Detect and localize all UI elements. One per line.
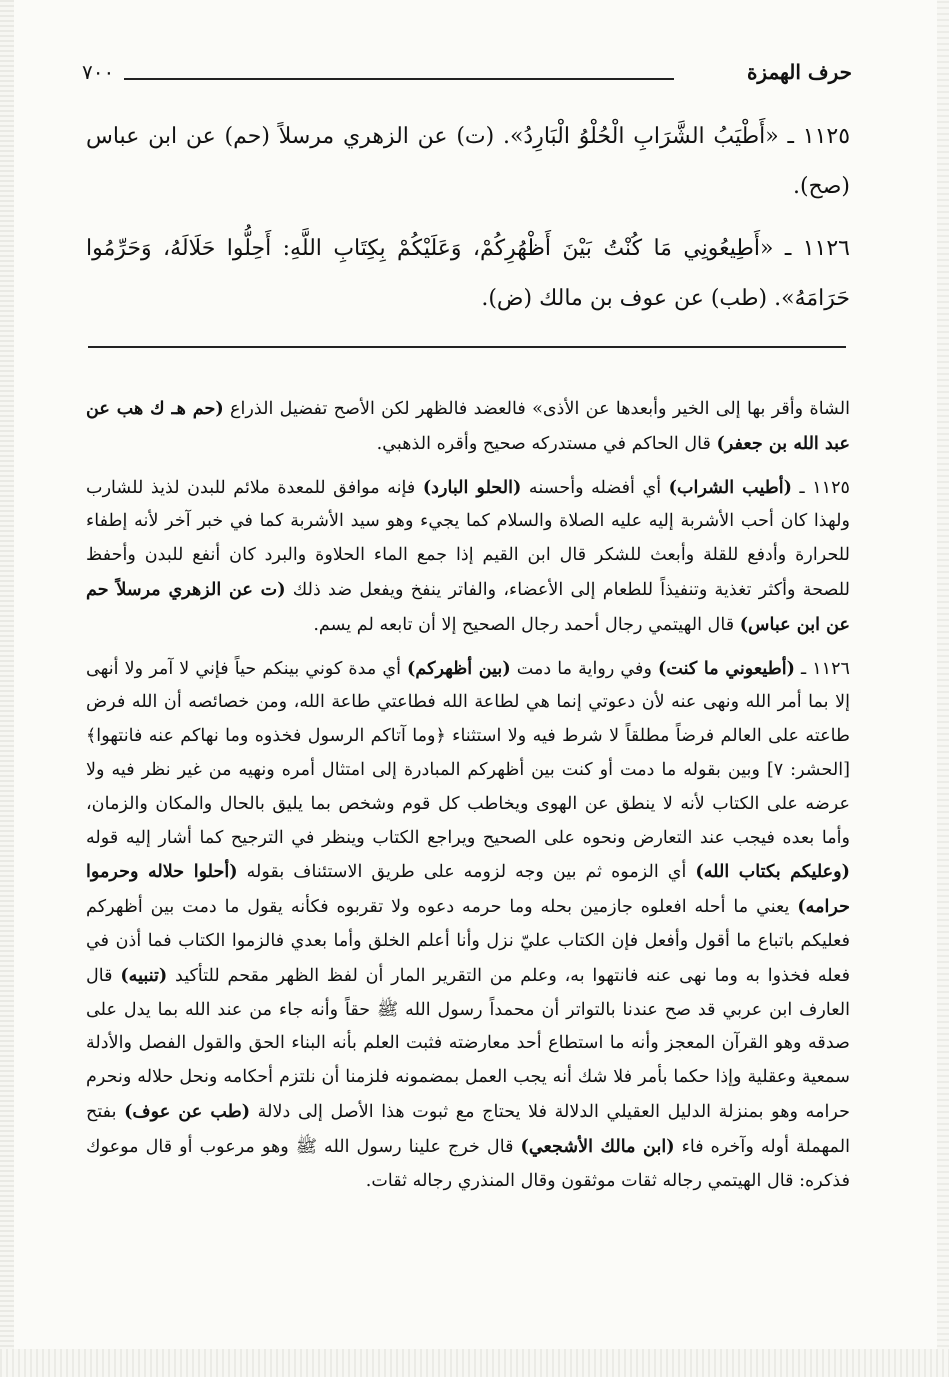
- source-citation: (حم هـ ك هب عن عبد الله بن جعفر): [86, 398, 850, 454]
- quoted-phrase: (بين أظهركم): [407, 657, 511, 679]
- commentary-text: قال خرج علينا رسول الله ﷺ وهو مرعوب أو قال موعوك فذكره: قال الهيتمي رجاله ثقات موثقون وقال المنذري رجاله ثقات.: [86, 1136, 850, 1191]
- quoted-phrase: (أطيعوني ما كنت): [658, 657, 795, 679]
- commentary-text: الشاة وأقر بها إلى الخير وأبعدها عن الأذى» فالعضد فالظهر لكن الأصح تفضيل الذراع: [223, 399, 851, 419]
- commentary-number: ١١٢٦ ـ: [794, 658, 850, 679]
- quoted-phrase: (الحلو البارد): [422, 476, 522, 498]
- note-label: (تنبيه): [120, 964, 168, 986]
- page-edge-right: [937, 0, 949, 1377]
- hadith-1126: ١١٢٦ ـ «أَطِيعُونِي مَا كُنْتُ بَيْنَ أَظْهُرِكُمْ، وَعَلَيْكُمْ بِكِتَابِ اللَّهِ: أَحِلُّوا حَلَالَهُ، وَحَرِّمُوا حَرَامَهُ». (طب) عن عوف بن مالك (ض).: [86, 236, 850, 311]
- commentary-number: ١١٢٥ ـ: [791, 477, 851, 498]
- quoted-phrase: (أحلوا حلاله وحرموا حرامه): [86, 861, 850, 918]
- page-header: [82, 58, 852, 94]
- commentary-text: قال الحاكم في مستدركه صحيح وأقره الذهبي.: [376, 433, 717, 454]
- commentary-text: قال العارف ابن عربي قد صح عندنا بالتواتر أن محمداً رسول الله ﷺ حقاً وأنه جاء من عند الله بما يدل على صدقه وهو القرآن المعجز وأنه ما استطاع أحد معارضته فثبت العلم بأنه البناء الحق والقول الفصل والأدلة سمعية وعقلية وإذا حكما بأمر فلا شك أنه يجب العمل بمضمونه فلزمنا أن نلتزم أحكامه ونحل حلاله ونحرم حرامه وهو بمنزلة الدليل العقيلي الدلالة فلا يحتاج مع ثبوت هذا الأصل إلى دلالة: [86, 965, 850, 1122]
- hadith-1125: ١١٢٥ ـ «أَطْيَبُ الشَّرَابِ الْحُلْوُ الْبَارِدُ». (ت) عن الزهري مرسلاً (حم) عن ابن عباس (صح).: [86, 124, 851, 199]
- page-edge-bottom: [0, 1349, 949, 1377]
- source-citation: (ت عن الزهري مرسلاً حم عن ابن عباس): [86, 578, 850, 635]
- commentary-text: أي الزموه ثم بين وجه لزومه على طريق الاستئناف بقوله: [237, 862, 696, 883]
- commentary-text: فإنه موافق للمعدة ملائم للبدن لذيذ للشارب ولهذا كان أحب الأشربة إليه عليه الصلاة والسلام كما يجيء وهو سيد الأشربة كما في خبر آخر لأنه إطفاء للحرارة وأدفع للقلة وأبعث للشكر قال ابن القيم إذا جمع الماء الحلاوة والبرد كان أنفع للبدن وأحفظ للصحة وأكثر تغذية وتنفيذاً للطعام إلى الأعضاء، والفاتر ينفخ ويفعل ضد ذلك: [86, 477, 850, 600]
- footnote-divider: [88, 346, 846, 348]
- commentary-section: [86, 392, 850, 1207]
- commentary-paragraph-intro: [86, 392, 850, 462]
- quoted-phrase: (أطيب الشراب): [668, 476, 792, 498]
- commentary-paragraph-1125: [86, 471, 850, 643]
- commentary-text: قال الهيتمي رجال أحمد رجال الصحيح إلا أن تابعه لم يسم.: [313, 614, 740, 635]
- commentary-paragraph-1126: [86, 652, 850, 1199]
- source-citation: (طب عن عوف): [124, 1100, 251, 1122]
- page-edge-left: [0, 0, 14, 1377]
- chapter-title: حرف الهمزة: [746, 60, 852, 84]
- commentary-text: أي أفضله وأحسنه: [521, 477, 669, 498]
- narrator-name: (ابن مالك الأشجعي): [520, 1135, 675, 1157]
- commentary-text: يعني ما أحله افعلوه جازمين بحله وما حرمه دعوه ولا تقربوه فكأنه يقول ما دمت بين أظهركم فعليكم باتباع ما أقول وأفعل فإن الكتاب عليّ نزل وأنا أعلم الخلق وأما بعدي فالزموا الكتاب فما أذن في فعله فخذوا به وما نهى عنه فانتهوا به، وعلم من التقرير المار أن لفظ الظهر مقحم للتأكيد: [86, 897, 850, 986]
- page-number: ٧٠٠: [82, 60, 115, 84]
- commentary-text: أي مدة كوني بينكم حياً فإني لا آمر ولا أنهى إلا بما أمر الله ونهى عنه لأن دعوتي إنما هي لطاعة الله فطاعتي طاعة الله، ومن خصائصه أن الله فرض طاعته على العالم فرضاً مطلقاً لا شرط فيه ولا استثناء ﴿وما آتاكم الرسول فخذوه وما نهاكم عنه فانتهوا﴾ [الحشر: ٧] وبين بقوله ما دمت أو كنت بين أظهركم المبادرة إلى امتثال أمره ونهيه من غير نظر فيه ولا عرضه على الكتاب لأنه لا ينطق عن الهوى ويخاطب كل قوم وشخص بما يليق بالحال والمكان والزمان، وأما بعده فيجب عند التعارض ونحوه على الصحيح ويراجع الكتاب وينظر في الترجيح كما أشار إليه قوله: [86, 658, 850, 848]
- quoted-phrase: (وعليكم بكتاب الله): [695, 861, 850, 883]
- header-rule: [124, 78, 674, 80]
- hadith-section: [86, 112, 850, 336]
- commentary-text: وفي رواية ما دمت: [510, 658, 659, 679]
- commentary-text: بفتح المهملة أوله وآخره فاء: [86, 1101, 850, 1157]
